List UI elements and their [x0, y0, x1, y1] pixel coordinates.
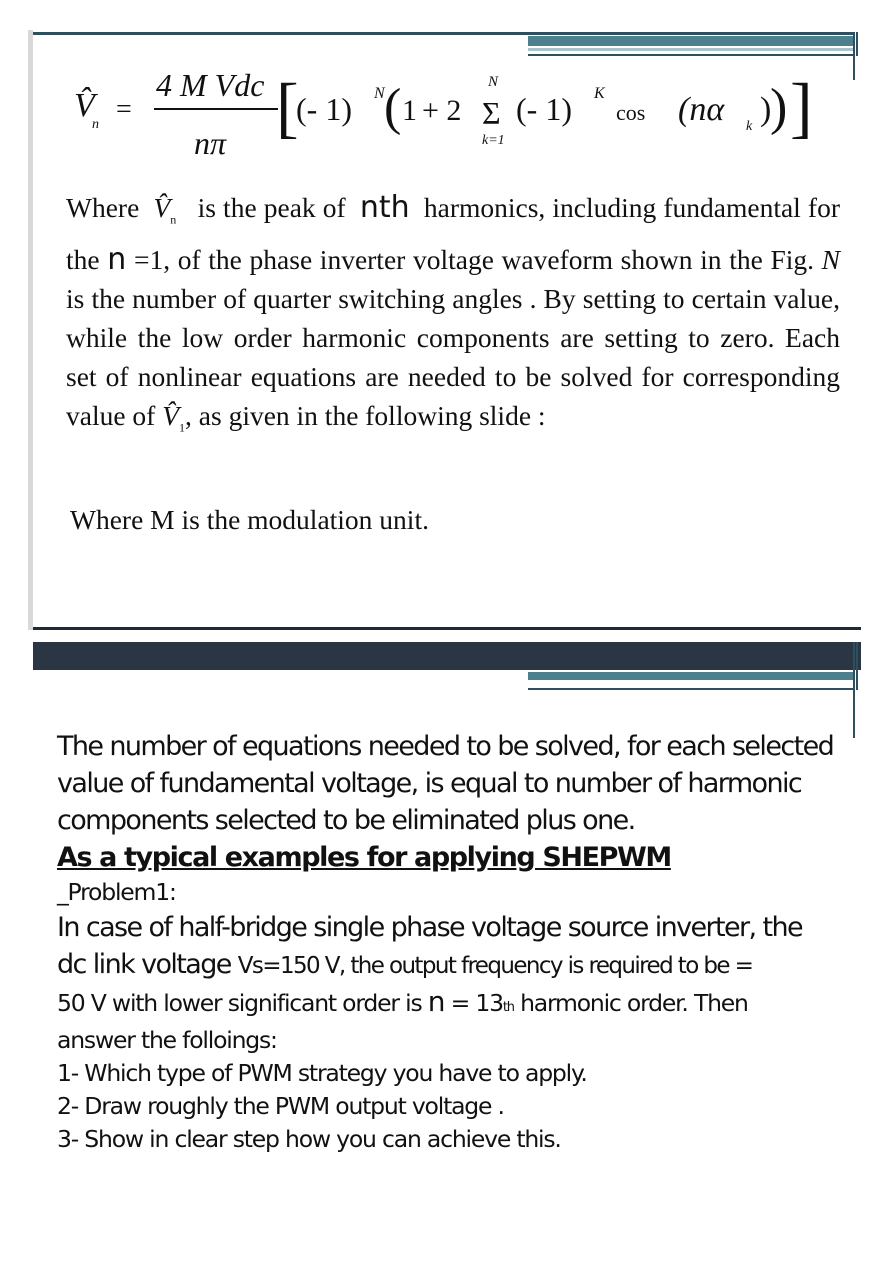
slide2-heading: As a typical examples for applying SHEPWM: [57, 842, 671, 873]
formula-paren-close: ): [770, 79, 788, 136]
problem-vs: Vs=150 V, the output frequency is required to be =: [237, 953, 753, 979]
formula-one: 1: [402, 94, 417, 127]
formula-term1-exp: N: [374, 85, 385, 102]
para-text-e: , as given in the following slide :: [185, 399, 546, 431]
slide1-top-rule: [33, 32, 853, 35]
slide2-line-3: components selected to be eliminated plus one.: [57, 805, 635, 836]
slide2-header-ticks: [853, 642, 861, 690]
problem-line3a: 50 V with lower significant order is: [57, 989, 422, 1017]
slide-divider: [33, 627, 861, 630]
para-text-d: is the number of quarter switching angles . By setting to certain value, while the low order harmonic components are setting to zero. Each set of nonlinear equations are needed to be solved for corresponding value of: [66, 282, 840, 431]
problem-line3b: = 13: [450, 989, 503, 1017]
formula-term2-exp: K: [594, 85, 605, 102]
para-nth: nth: [359, 190, 410, 225]
slide1-header-accent: [528, 48, 853, 51]
formula-sigma-top: N: [488, 74, 499, 90]
formula-lhs: V̂: [74, 87, 95, 124]
formula-lhs-sub: n: [92, 117, 99, 132]
formula-sigma-bottom: k=1: [482, 133, 505, 148]
formula-sigma: Σ: [482, 95, 501, 131]
slide2-line-1: The number of equations needed to be solved, for each selected: [57, 731, 834, 762]
formula-numerator: 4 M Vdc: [156, 67, 265, 103]
slide2-problem-line-4: answer the folloings:: [57, 1026, 277, 1054]
para-v1: V̂: [162, 399, 180, 431]
formula-term2: (- 1): [516, 91, 572, 127]
para-text-c: =1, of the phase inverter voltage waveform shown in the Fig.: [133, 243, 815, 275]
formula-bracket-close: ]: [790, 69, 813, 145]
slide2-header-dark: [33, 642, 861, 670]
slide2-header-bar: [528, 672, 853, 680]
formula-fraction-bar: [154, 108, 278, 110]
slide1-paragraph: [66, 188, 840, 447]
slide2-problem-line-2: [57, 946, 847, 985]
slide2-problem-label: _Problem1:: [57, 878, 176, 906]
para-v1-sub: 1: [179, 420, 186, 434]
para-text-b: harmonics, including fundamental for the: [66, 192, 840, 275]
slide2-line-2: value of fundamental voltage, is equal to number of harmonic: [57, 768, 802, 799]
formula-term1: (- 1): [296, 91, 352, 127]
problem-dc-link: dc link voltage: [57, 949, 231, 980]
formula-arg-sub: k: [746, 119, 753, 134]
problem-th: th: [502, 1000, 514, 1015]
problem-line3c: harmonic order. Then: [520, 989, 748, 1017]
slide1-note: Where M is the modulation unit.: [70, 504, 429, 535]
formula-bracket-open: [: [276, 69, 299, 145]
formula-paren-open: (: [384, 79, 402, 136]
para-symbol-sub: n: [170, 212, 177, 227]
slide2-question-1: 1- Which type of PWM strategy you have to apply.: [57, 1059, 587, 1087]
para-n: n: [107, 241, 127, 277]
para-symbol: V̂: [153, 192, 171, 223]
slide2-body: [57, 728, 847, 1156]
formula-equals: =: [116, 94, 132, 125]
slide1-header-rule: [528, 54, 853, 56]
formula-denominator: nπ: [194, 125, 227, 161]
slide2-header-rule: [528, 688, 853, 690]
slide2-problem-line-3: [57, 985, 847, 1024]
problem-n: n: [427, 985, 445, 1018]
para-where: Where: [66, 192, 140, 223]
formula-cos: cos: [616, 100, 646, 125]
slide2-question-3: 3- Show in clear step how you can achieve this.: [57, 1125, 561, 1153]
slide1-header-bar: [528, 36, 853, 46]
formula-arg: (nα: [678, 91, 725, 128]
shepwm-formula: [70, 62, 850, 172]
slide2-problem-line-1: In case of half-bridge single phase voltage source inverter, the: [57, 912, 803, 943]
slide1-header-ticks: [853, 32, 861, 56]
para-text-a: is the peak of: [197, 192, 346, 223]
slide2-question-2: 2- Draw roughly the PWM output voltage .: [57, 1092, 504, 1120]
para-N: N: [821, 243, 841, 275]
formula-arg-close: ): [760, 91, 772, 128]
formula-plus-two: + 2: [422, 94, 462, 127]
